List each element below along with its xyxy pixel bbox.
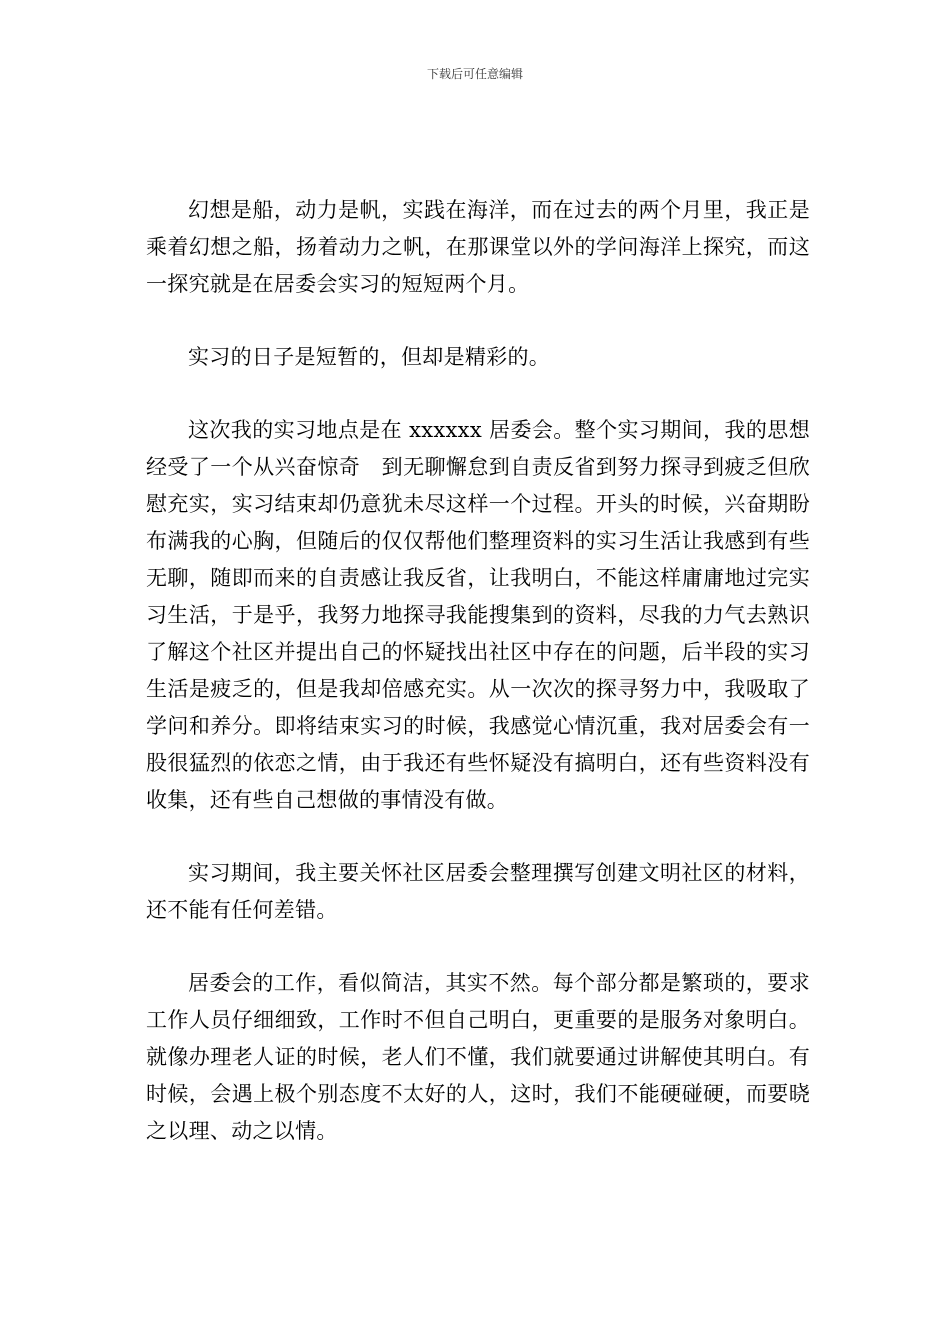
document-body bbox=[146, 192, 810, 1186]
paragraph-short-but-wonderful: 实习的日子是短暂的，但却是精彩的。 bbox=[188, 345, 551, 369]
paragraph-intro: 幻想是船，动力是帆，实践在海洋，而在过去的两个月里，我正是乘着幻想之船，扬着动力之帆，在那课堂以外的学问海洋上探究，而这一探究就是在居委会实习的短短两个月。 bbox=[146, 198, 810, 296]
paragraph-internship-experience: 这次我的实习地点是在 xxxxxx 居委会。整个实习期间，我的思想经受了一个从兴奋惊奇 到无聊懈怠到自责反省到努力探寻到疲乏但欣慰充实，实习结束却仍意犹未尽这样一个过程。开头的时候，兴奋期盼布满我的心胸，但随后的仅仅帮他们整理资料的实习生活让我感到有些无聊，随即而来的自责感让我反省，让我明白，不能这样庸庸地过完实习生活，于是乎，我努力地探寻我能搜集到的资料，尽我的力气去熟识了解这个社区并提出自己的怀疑找出社区中存在的问题，后半段的实习生活是疲乏的，但是我却倍感充实。从一次次的探寻努力中，我吸取了学问和养分。即将结束实习的时候，我感觉心情沉重，我对居委会有一股很猛烈的依恋之情，由于我还有些怀疑没有搞明白，还有些资料没有收集，还有些自己想做的事情没有做。 bbox=[146, 418, 810, 812]
paragraph-committee-work: 居委会的工作，看似简洁，其实不然。每个部分都是繁琐的，要求工作人员仔细细致，工作时不但自己明白，更重要的是服务对象明白。就像办理老人证的时候，老人们不懂，我们就要通过讲解使其明白。有时候，会遇上极个别态度不太好的人，这时，我们不能硬碰硬，而要晓之以理、动之以情。 bbox=[146, 971, 810, 1143]
download-note: 下载后可任意编辑 bbox=[426, 67, 523, 81]
paragraph-main-duties: 实习期间，我主要关怀社区居委会整理撰写创建文明社区的材料，还不能有任何差错。 bbox=[146, 861, 810, 922]
